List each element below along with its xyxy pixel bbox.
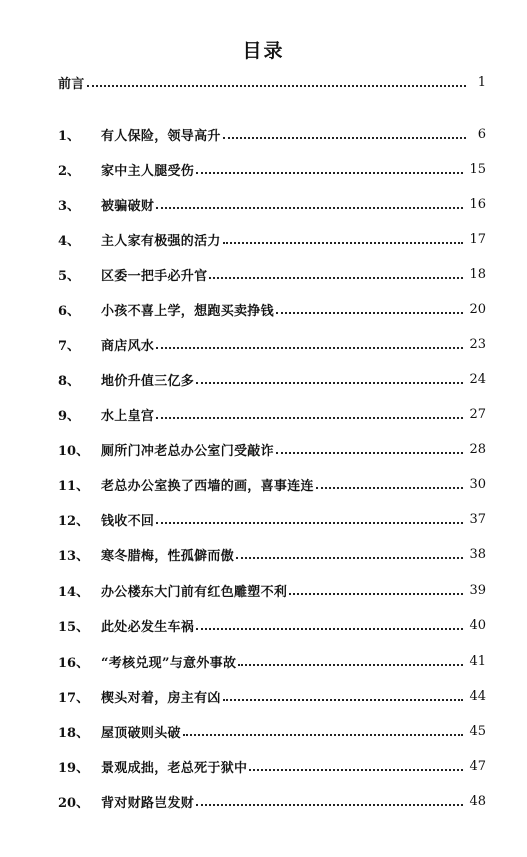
toc-number: 11、 <box>58 478 90 494</box>
toc-row <box>58 615 486 635</box>
toc-page-number: 41 <box>469 653 486 669</box>
toc-title: 办公楼东大门前有红色雕塑不利 <box>101 584 288 600</box>
toc-title: 家中主人腿受伤 <box>101 163 195 179</box>
toc-leader <box>223 697 464 701</box>
toc-leader <box>223 240 464 244</box>
toc-title: “考核兑现”与意外事故 <box>101 655 237 671</box>
toc-number: 5、 <box>58 268 81 284</box>
toc-page-number: 39 <box>469 582 486 598</box>
toc-row <box>58 369 486 389</box>
toc-page-number: 40 <box>469 617 486 633</box>
toc-title: 商店风水 <box>101 338 155 354</box>
toc-number: 16、 <box>58 655 90 671</box>
toc-leader <box>249 767 463 771</box>
toc-number: 7、 <box>58 338 81 354</box>
toc-page-number: 18 <box>469 266 486 282</box>
toc-page-number: 44 <box>469 688 486 704</box>
toc-leader <box>196 380 463 384</box>
toc-page-number: 24 <box>469 371 486 387</box>
toc-page-number: 30 <box>469 476 486 492</box>
toc-number: 8、 <box>58 373 81 389</box>
toc-leader <box>156 415 463 419</box>
toc-number: 2、 <box>58 163 81 179</box>
toc-leader <box>276 310 464 314</box>
toc-leader <box>87 83 466 87</box>
toc-page-number: 1 <box>477 74 486 90</box>
toc-number: 12、 <box>58 513 90 529</box>
toc-title: 老总办公室换了西墙的画，喜事连连 <box>101 478 314 494</box>
toc-title: 屋顶破则头破 <box>101 725 181 741</box>
toc-row <box>58 264 486 284</box>
toc-number: 1、 <box>58 128 81 144</box>
toc-number: 19、 <box>58 760 90 776</box>
toc-leader <box>156 205 463 209</box>
toc-title: 景观成拙，老总死于狱中 <box>101 760 248 776</box>
toc-leader <box>223 135 466 139</box>
toc-leader <box>156 345 463 349</box>
toc-page-number: 47 <box>469 758 486 774</box>
toc-page-number: 20 <box>469 301 486 317</box>
toc-title: 前言 <box>58 76 85 92</box>
toc-title: 小孩不喜上学，想跑买卖挣钱 <box>101 303 274 319</box>
toc-title: 有人保险，领导高升 <box>101 128 221 144</box>
toc-page-number: 16 <box>469 196 486 212</box>
toc-number: 18、 <box>58 725 90 741</box>
toc-leader <box>276 450 464 454</box>
toc-row <box>58 509 486 529</box>
toc-leader <box>209 275 463 279</box>
toc-row <box>58 580 486 600</box>
toc-number: 4、 <box>58 233 81 249</box>
toc-title: 水上皇宫 <box>101 408 155 424</box>
toc-leader <box>236 555 463 559</box>
toc-leader <box>196 626 463 630</box>
toc-leader <box>289 591 463 595</box>
toc-row <box>58 474 486 494</box>
toc-row <box>58 229 486 249</box>
toc-row-preface <box>58 72 486 92</box>
toc-number: 9、 <box>58 408 81 424</box>
toc-row <box>58 686 486 706</box>
toc-number: 20、 <box>58 795 90 811</box>
toc-row <box>58 194 486 214</box>
page-title: 目录 <box>242 40 285 62</box>
toc-title: 寒冬腊梅，性孤僻而傲 <box>101 548 235 564</box>
toc-number: 3、 <box>58 198 81 214</box>
toc-row <box>58 334 486 354</box>
toc-leader <box>238 662 463 666</box>
toc-row <box>58 756 486 776</box>
toc-number: 13、 <box>58 548 90 564</box>
toc-title: 钱收不回 <box>101 513 155 529</box>
toc-page-number: 6 <box>477 126 486 142</box>
toc-page-number: 15 <box>469 161 486 177</box>
toc-leader <box>196 170 463 174</box>
toc-page-number: 38 <box>469 546 486 562</box>
toc-title: 被骗破财 <box>101 198 155 214</box>
toc-page-number: 28 <box>469 441 486 457</box>
toc-row <box>58 651 486 671</box>
toc-page-number: 37 <box>469 511 486 527</box>
toc-number: 17、 <box>58 690 90 706</box>
toc-leader <box>196 802 463 806</box>
toc-page-number: 17 <box>469 231 486 247</box>
toc-number: 14、 <box>58 584 90 600</box>
toc-row <box>58 124 486 144</box>
toc-leader <box>156 520 463 524</box>
toc-row <box>58 439 486 459</box>
toc-title: 区委一把手必升官 <box>101 268 208 284</box>
toc-title: 厕所门冲老总办公室门受敲诈 <box>101 443 274 459</box>
toc-number: 15、 <box>58 619 90 635</box>
toc-number: 10、 <box>58 443 90 459</box>
toc-leader <box>316 485 464 489</box>
toc-title: 此处必发生车祸 <box>101 619 195 635</box>
toc-page-number: 27 <box>469 406 486 422</box>
toc-leader <box>183 732 464 736</box>
toc-row <box>58 159 486 179</box>
toc-page-number: 48 <box>469 793 486 809</box>
toc-page-number: 45 <box>469 723 486 739</box>
toc-row <box>58 791 486 811</box>
toc-number: 6、 <box>58 303 81 319</box>
toc-row <box>58 544 486 564</box>
toc-row <box>58 299 486 319</box>
toc-page-number: 23 <box>469 336 486 352</box>
toc-title: 主人家有极强的活力 <box>101 233 221 249</box>
toc-row <box>58 721 486 741</box>
toc-title: 背对财路岂发财 <box>101 795 195 811</box>
toc-title: 地价升值三亿多 <box>101 373 195 389</box>
toc-row <box>58 404 486 424</box>
toc-title: 楔头对着，房主有凶 <box>101 690 221 706</box>
